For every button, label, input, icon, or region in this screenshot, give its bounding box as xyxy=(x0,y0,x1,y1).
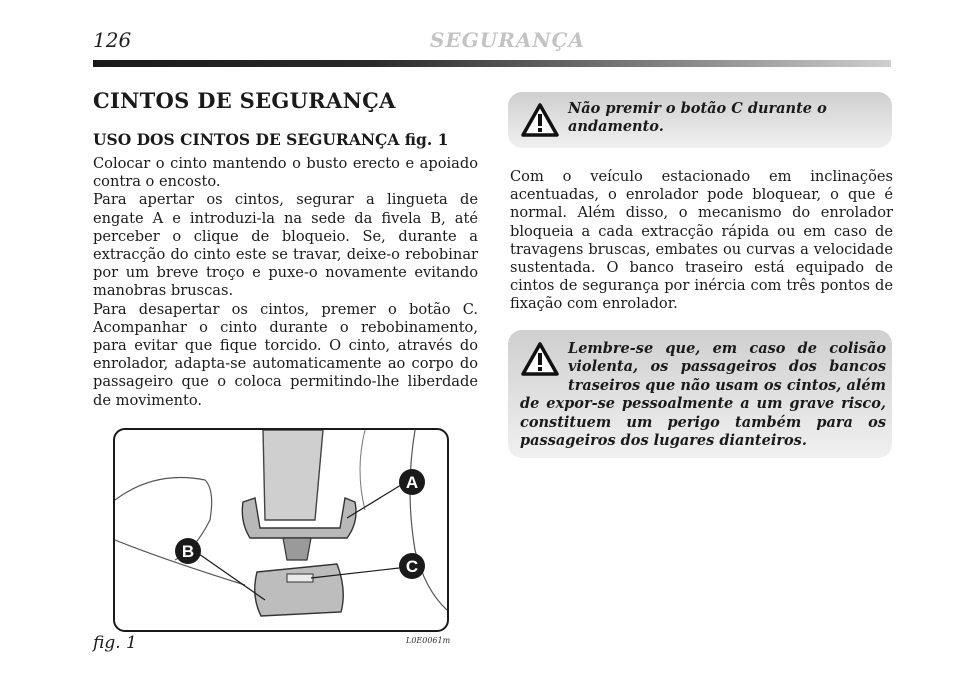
body-paragraph: Para desapertar os cintos, premer o botão C. Acompanhar o cinto durante o rebobinamento, para evitar que fique torcido. O cinto, através do enrolador, adapta-se automaticamente ao corpo do passageiro que o coloca permitindo-lhe liberdade de movimento. xyxy=(93,300,478,409)
body-paragraph: Com o veículo estacionado em inclinações acentuadas, o enrolador pode bloquear, o que é normal. Além disso, o mecanismo do enrolador bloqueia a cada extracção rápida ou em caso de travagens bruscas, embates ou curvas a velocidade sustentada. O banco traseiro está equipado de cintos de segurança por inércia com três pontos de fixação com enrolador. xyxy=(510,168,893,313)
callout-c-label: C xyxy=(405,557,419,576)
figure-caption: fig. 1 xyxy=(93,633,137,653)
left-body xyxy=(93,155,478,410)
warning-box-collision xyxy=(508,330,892,458)
running-head: SEGURANÇA xyxy=(430,28,586,52)
seat-belt-buckle-illustration xyxy=(115,430,447,630)
warning-box-button-c xyxy=(508,92,892,148)
header-rule xyxy=(93,60,891,67)
callout-b-label: B xyxy=(181,542,195,561)
body-paragraph: Colocar o cinto mantendo o busto erecto e apoiado contra o encosto. xyxy=(93,155,478,191)
right-body xyxy=(510,168,893,314)
warning-text: Não premir o botão C durante o andamento. xyxy=(568,100,827,135)
warning-triangle-icon xyxy=(520,102,560,138)
section-title: CINTOS DE SEGURANÇA xyxy=(93,88,396,113)
figure-code: L0E0061m xyxy=(406,636,451,645)
callout-a-label: A xyxy=(405,473,419,492)
warning-text: Lembre-se que, em caso de colisão violenta, os passageiros dos bancos traseiros que não usam os cintos, além de expor-se pessoalmente a um grave risco, constituem um perigo também para os passageiros dos lugares dianteiros. xyxy=(520,340,886,450)
page-number: 126 xyxy=(93,28,132,52)
figure-illustration xyxy=(113,428,449,632)
body-paragraph: Para apertar os cintos, segurar a lingueta de engate A e introduzi-la na sede da fivela B, até perceber o clique de bloqueio. Se, durante a extracção do cinto este se travar, deixe-o rebobinar por um breve troço e puxe-o novamente evitando manobras bruscas. xyxy=(93,191,478,300)
subsection-title: USO DOS CINTOS DE SEGURANÇA fig. 1 xyxy=(93,130,449,149)
